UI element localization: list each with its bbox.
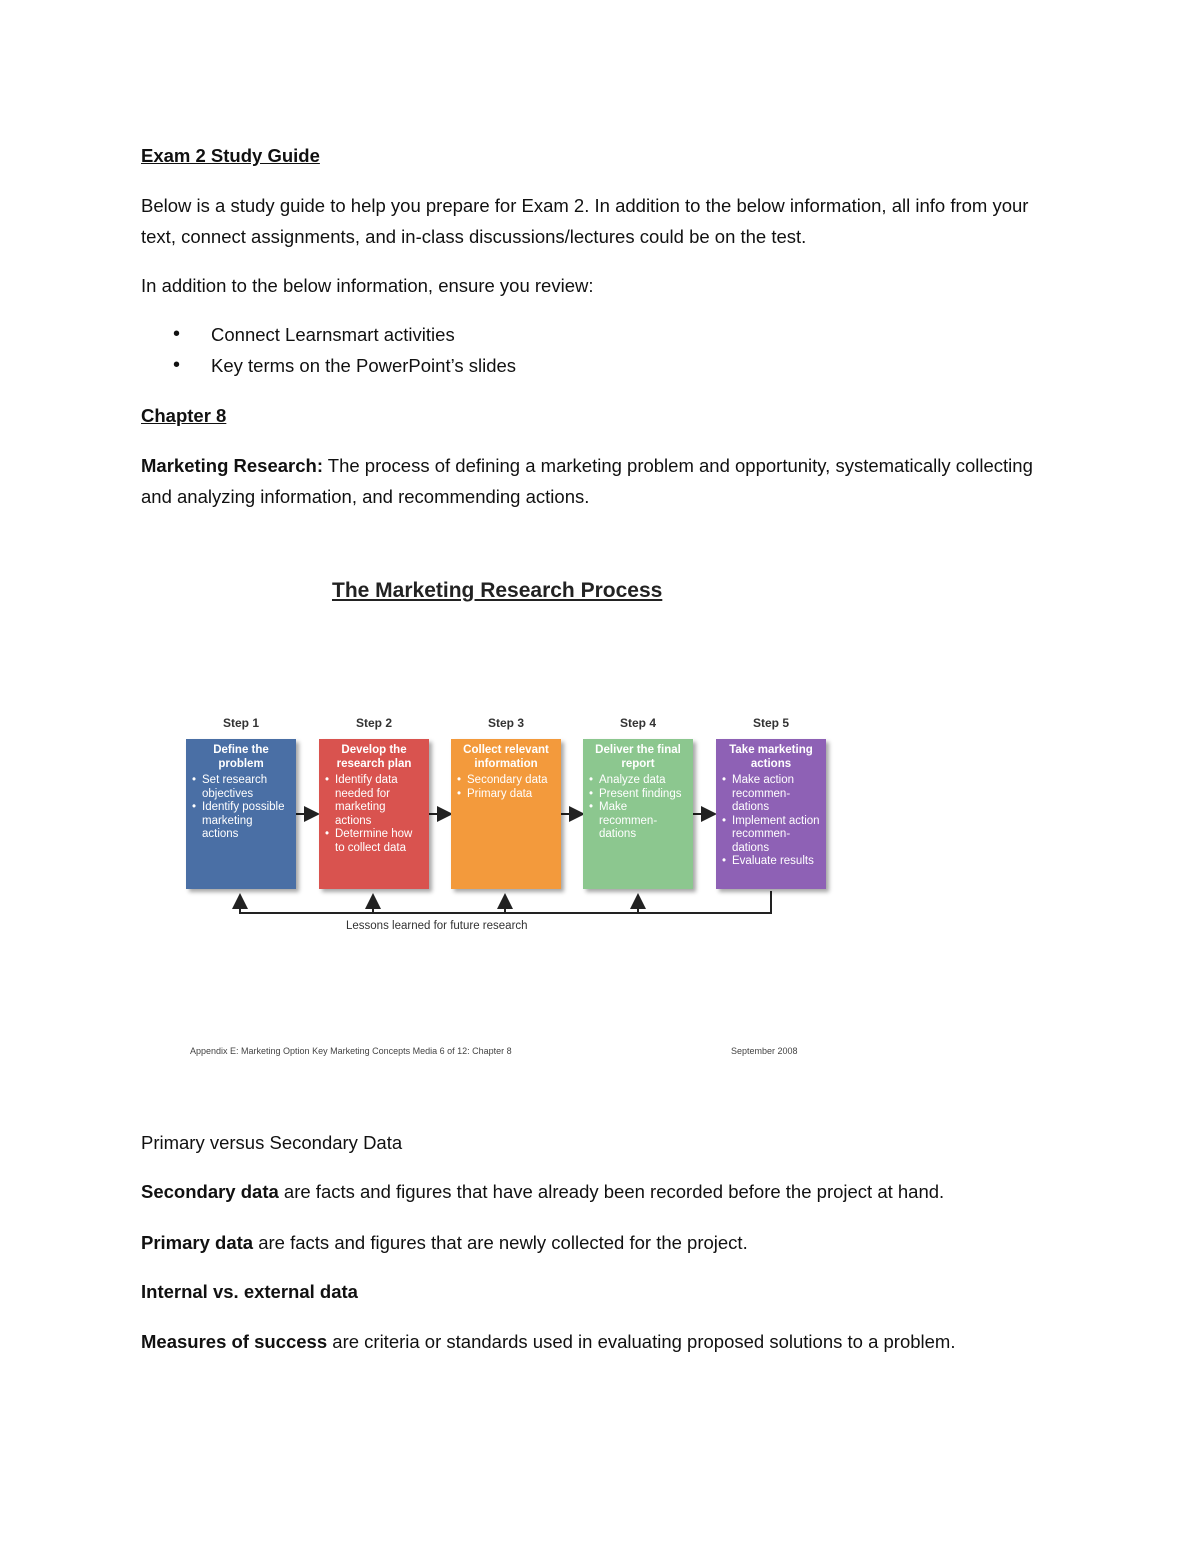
step-label: Step 3	[487, 716, 524, 730]
figure-title: The Marketing Research Process	[332, 579, 663, 602]
list-item: • Key terms on the PowerPoint’s slides	[141, 350, 516, 381]
figure-footer-date: September 2008	[731, 1046, 798, 1056]
definition: are facts and figures that are newly collected for the project.	[253, 1232, 748, 1253]
term: Marketing Research:	[141, 455, 323, 476]
step-box-marketing-actions	[716, 739, 826, 889]
feedback-label: Lessons learned for future research	[346, 920, 528, 932]
term: Primary data	[141, 1232, 254, 1253]
measures-of-success-definition	[141, 1326, 1061, 1357]
marketing-research-process-figure	[180, 575, 840, 1075]
list-item: • Identify data needed for marketing actions	[325, 774, 423, 828]
definition: The process of defining a marketing problem and opportunity, systematically collecting and analyzing information, and recommending actions.	[141, 455, 1033, 507]
definition: are facts and figures that have already been recorded before the project at hand.	[278, 1181, 945, 1202]
list-item: • Make action recommen-dations	[722, 774, 820, 815]
term: Measures of success	[141, 1331, 328, 1352]
step-box-collect-information	[451, 739, 561, 889]
step-label: Step 4	[619, 716, 656, 730]
list-item: • Secondary data	[457, 774, 555, 788]
figure-footer-source: Appendix E: Marketing Option Key Marketing Concepts Media 6 of 12: Chapter 8	[190, 1046, 512, 1056]
primary-data-definition	[141, 1227, 1061, 1258]
marketing-research-definition	[141, 450, 1041, 512]
review-intro: In addition to the below information, ensure you review:	[141, 275, 594, 296]
step-title: Collect relevant information	[463, 744, 549, 770]
step-box-define-problem	[186, 739, 296, 889]
term: Internal vs. external data	[141, 1281, 358, 1302]
chapter-heading: Chapter 8	[141, 405, 227, 426]
review-list	[141, 319, 516, 381]
step-title: Take marketing actions	[729, 744, 813, 770]
step-label: Step 2	[355, 716, 392, 730]
list-item: • Connect Learnsmart activities	[141, 319, 516, 350]
secondary-data-definition	[141, 1176, 1061, 1207]
list-item: • Present findings	[589, 788, 687, 802]
primary-vs-secondary-heading: Primary versus Secondary Data	[141, 1132, 403, 1153]
list-item: • Determine how to collect data	[325, 828, 423, 855]
step-box-research-plan	[319, 739, 429, 889]
list-item: • Identify possible marketing actions	[192, 801, 290, 842]
term: Secondary data	[141, 1181, 279, 1202]
internal-external-heading	[141, 1276, 358, 1307]
page-title: Exam 2 Study Guide	[141, 145, 320, 166]
intro-paragraph: Below is a study guide to help you prepare for Exam 2. In addition to the below information, all info from your text, connect assignments, and in-class discussions/lectures could be on the test.	[141, 195, 1029, 247]
step-box-final-report	[583, 739, 693, 889]
list-item: • Primary data	[457, 788, 555, 802]
list-item: • Evaluate results	[722, 855, 820, 869]
step-label: Step 5	[752, 716, 789, 730]
list-item: • Set research objectives	[192, 774, 290, 801]
step-title: Develop the research plan	[336, 744, 412, 770]
step-label: Step 1	[222, 716, 259, 730]
list-item: • Analyze data	[589, 774, 687, 788]
definition: are criteria or standards used in evaluating proposed solutions to a problem.	[327, 1331, 956, 1352]
step-title: Deliver the final report	[595, 744, 681, 770]
feedback-loop	[240, 891, 771, 913]
list-item: • Make recommen-dations	[589, 801, 687, 842]
list-item: • Implement action recommen-dations	[722, 815, 820, 856]
step-title: Define the problem	[213, 744, 269, 770]
